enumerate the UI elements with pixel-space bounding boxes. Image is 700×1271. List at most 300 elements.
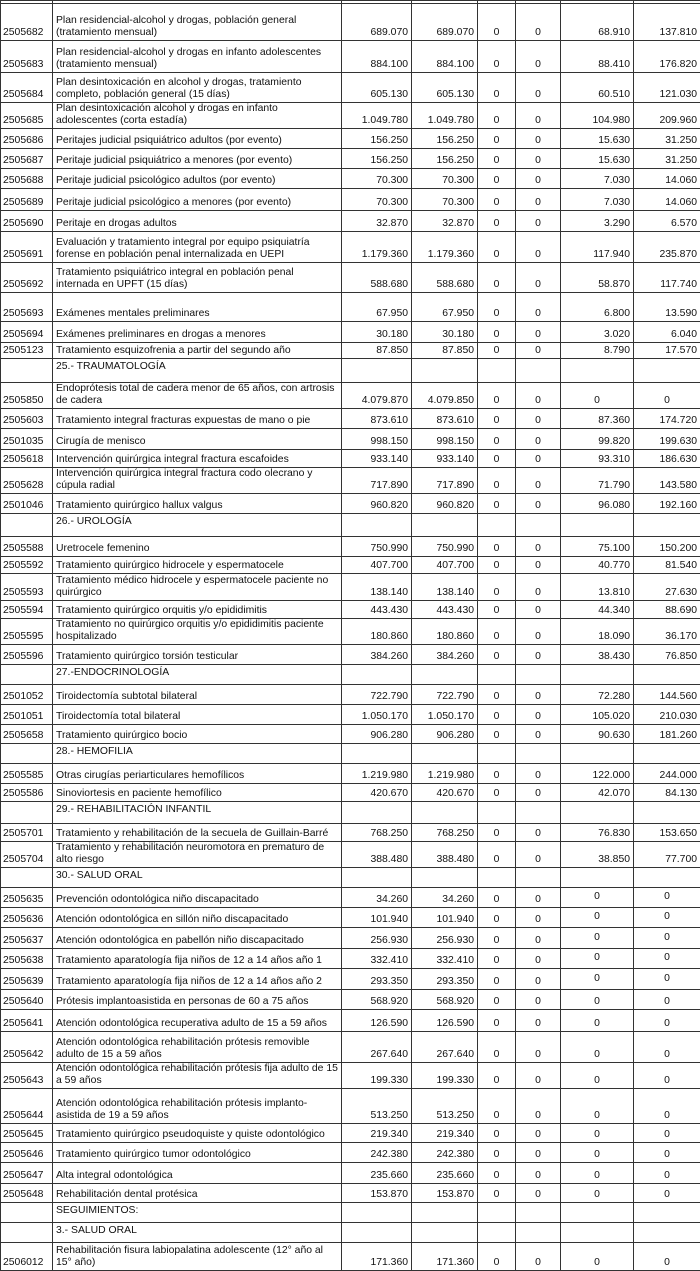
value-cell-6 [634, 1203, 700, 1223]
code-cell: 2505596 [1, 645, 53, 665]
value-cell-2: 101.940 [412, 908, 478, 928]
code-cell: 2505683 [1, 41, 53, 73]
value-cell-3: 0 [478, 537, 516, 557]
value-cell-6: 0 [634, 888, 700, 908]
value-cell-6: 210.030 [634, 705, 700, 725]
value-cell-3 [478, 514, 516, 537]
description-cell: Evaluación y tratamiento integral por equipo psiquiatría forense en población penal internalizada en UEPI [53, 232, 342, 263]
value-cell-6: 77.700 [634, 842, 700, 868]
value-cell-1: 126.590 [342, 1010, 412, 1032]
value-cell-3: 0 [478, 601, 516, 619]
code-cell: 2505588 [1, 537, 53, 557]
value-cell-5: 0 [561, 1143, 634, 1163]
table-row [1, 1089, 700, 1124]
value-cell-6: 199.630 [634, 429, 700, 450]
code-cell: 2505692 [1, 263, 53, 293]
value-cell-2: 513.250 [412, 1089, 478, 1124]
value-cell-1: 1.179.360 [342, 232, 412, 263]
table-row [1, 928, 700, 949]
value-cell-6: 88.690 [634, 601, 700, 619]
code-cell: 2505638 [1, 949, 53, 969]
table-row [1, 232, 700, 263]
value-cell-6: 14.060 [634, 169, 700, 189]
value-cell-2: 722.790 [412, 685, 478, 705]
description-cell: Tratamiento quirúrgico tumor odontológico [53, 1143, 342, 1163]
table-row [1, 990, 700, 1010]
value-cell-6: 174.720 [634, 409, 700, 429]
value-cell-1: 873.610 [342, 409, 412, 429]
table-row [1, 705, 700, 725]
value-cell-5: 40.770 [561, 557, 634, 574]
value-cell-6: 143.580 [634, 468, 700, 494]
value-cell-6: 121.030 [634, 73, 700, 103]
section-title: 25.- TRAUMATOLOGÍA [53, 359, 342, 383]
value-cell-1: 388.480 [342, 842, 412, 868]
value-cell-5: 117.940 [561, 232, 634, 263]
value-cell-4: 0 [516, 1243, 561, 1271]
table-row [1, 41, 700, 73]
value-cell-5: 38.430 [561, 645, 634, 665]
value-cell-6 [634, 868, 700, 888]
value-cell-2: 568.920 [412, 990, 478, 1010]
value-cell-3: 0 [478, 908, 516, 928]
description-cell: Tratamiento quirúrgico bocio [53, 725, 342, 744]
value-cell-3: 0 [478, 189, 516, 211]
value-cell-4: 0 [516, 189, 561, 211]
value-cell-2 [412, 359, 478, 383]
value-cell-1: 70.300 [342, 169, 412, 189]
value-cell-2: 70.300 [412, 169, 478, 189]
value-cell-5: 87.360 [561, 409, 634, 429]
value-cell-6: 186.630 [634, 450, 700, 468]
value-cell-2: 70.300 [412, 189, 478, 211]
value-cell-2: 420.670 [412, 784, 478, 802]
value-cell-2: 332.410 [412, 949, 478, 969]
value-cell-2: 443.430 [412, 601, 478, 619]
code-cell: 2506012 [1, 1243, 53, 1271]
value-cell-3: 0 [478, 211, 516, 232]
value-cell-4: 0 [516, 824, 561, 842]
value-cell-3: 0 [478, 1184, 516, 1203]
description-cell: Atención odontológica recuperativa adulto de 15 a 59 años [53, 1010, 342, 1032]
value-cell-4: 0 [516, 293, 561, 322]
description-cell: Tiroidectomía subtotal bilateral [53, 685, 342, 705]
value-cell-6 [634, 665, 700, 685]
value-cell-4: 0 [516, 619, 561, 645]
value-cell-1: 722.790 [342, 685, 412, 705]
value-cell-6 [634, 1223, 700, 1243]
value-cell-3 [478, 744, 516, 764]
description-cell: Uretrocele femenino [53, 537, 342, 557]
value-cell-4: 0 [516, 1143, 561, 1163]
code-cell: 2505628 [1, 468, 53, 494]
value-cell-2: 34.260 [412, 888, 478, 908]
value-cell-3: 0 [478, 784, 516, 802]
description-cell: Atención odontológica en pabellón niño discapacitado [53, 928, 342, 949]
value-cell-1: 768.250 [342, 824, 412, 842]
table-row [1, 1243, 700, 1271]
value-cell-1: 1.049.780 [342, 103, 412, 129]
table-row [1, 4, 700, 41]
value-cell-3: 0 [478, 103, 516, 129]
description-cell: Intervención quirúrgica integral fractura escafoides [53, 450, 342, 468]
description-cell: Atención odontológica en sillón niño discapacitado [53, 908, 342, 928]
value-cell-2: 67.950 [412, 293, 478, 322]
value-cell-2: 126.590 [412, 1010, 478, 1032]
value-cell-1: 235.660 [342, 1163, 412, 1184]
section-header-row [1, 868, 700, 888]
table-row [1, 969, 700, 990]
description-cell: Peritaje judicial psiquiátrico a menores (por evento) [53, 149, 342, 169]
value-cell-4 [516, 665, 561, 685]
code-cell: 2505686 [1, 129, 53, 149]
value-cell-4 [516, 359, 561, 383]
table-row [1, 73, 700, 103]
section-header-row [1, 359, 700, 383]
code-cell [1, 1223, 53, 1243]
value-cell-6: 244.000 [634, 764, 700, 784]
value-cell-2: 605.130 [412, 73, 478, 103]
value-cell-6: 0 [634, 1063, 700, 1089]
value-cell-5 [561, 1203, 634, 1223]
value-cell-5: 71.790 [561, 468, 634, 494]
value-cell-4: 0 [516, 1184, 561, 1203]
description-cell: Plan residencial-alcohol y drogas en infanto adolescentes (tratamiento mensual) [53, 41, 342, 73]
code-cell: 2505637 [1, 928, 53, 949]
value-cell-4: 0 [516, 574, 561, 601]
description-cell: Cirugía de menisco [53, 429, 342, 450]
value-cell-3: 0 [478, 1243, 516, 1271]
code-cell: 2505658 [1, 725, 53, 744]
value-cell-1: 30.180 [342, 322, 412, 343]
description-cell: Tratamiento aparatología fija niños de 12 a 14 años año 2 [53, 969, 342, 990]
table-row [1, 103, 700, 129]
value-cell-2: 267.640 [412, 1032, 478, 1063]
description-cell: Rehabilitación fisura labiopalatina adolescente (12° año al 15° año) [53, 1243, 342, 1271]
value-cell-5: 18.090 [561, 619, 634, 645]
value-cell-3: 0 [478, 41, 516, 73]
table-row [1, 129, 700, 149]
value-cell-5: 7.030 [561, 189, 634, 211]
code-cell [1, 1203, 53, 1223]
value-cell-4: 0 [516, 784, 561, 802]
value-cell-3: 0 [478, 149, 516, 169]
value-cell-2: 960.820 [412, 494, 478, 514]
value-cell-4: 0 [516, 990, 561, 1010]
description-cell: Exámenes mentales preliminares [53, 293, 342, 322]
value-cell-5: 105.020 [561, 705, 634, 725]
table-row [1, 343, 700, 359]
value-cell-3 [478, 665, 516, 685]
value-cell-5: 0 [561, 1089, 634, 1124]
table-row [1, 725, 700, 744]
value-cell-5: 0 [561, 1184, 634, 1203]
description-cell: Tratamiento y rehabilitación de la secuela de Guillain-Barré [53, 824, 342, 842]
section-title: 3.- SALUD ORAL [53, 1223, 342, 1243]
table-row [1, 450, 700, 468]
value-cell-6: 0 [634, 1163, 700, 1184]
value-cell-3: 0 [478, 494, 516, 514]
value-cell-5: 8.790 [561, 343, 634, 359]
value-cell-6: 192.160 [634, 494, 700, 514]
section-title: 26.- UROLOGÍA [53, 514, 342, 537]
value-cell-4 [516, 1203, 561, 1223]
value-cell-3: 0 [478, 263, 516, 293]
table-row [1, 1184, 700, 1203]
value-cell-1 [342, 359, 412, 383]
value-cell-1: 87.850 [342, 343, 412, 359]
code-cell: 2505648 [1, 1184, 53, 1203]
value-cell-5 [561, 514, 634, 537]
value-cell-2 [412, 1203, 478, 1223]
description-cell: Tratamiento médico hidrocele y espermatocele paciente no quirúrgico [53, 574, 342, 601]
value-cell-3: 0 [478, 4, 516, 41]
value-cell-2: 32.870 [412, 211, 478, 232]
value-cell-5: 0 [561, 1032, 634, 1063]
value-cell-6: 0 [634, 1032, 700, 1063]
value-cell-3: 0 [478, 557, 516, 574]
code-cell: 2505636 [1, 908, 53, 928]
value-cell-5: 3.020 [561, 322, 634, 343]
value-cell-5: 72.280 [561, 685, 634, 705]
value-cell-6: 36.170 [634, 619, 700, 645]
value-cell-3: 0 [478, 1063, 516, 1089]
value-cell-1: 242.380 [342, 1143, 412, 1163]
value-cell-2: 138.140 [412, 574, 478, 601]
value-cell-2: 199.330 [412, 1063, 478, 1089]
code-cell: 2505640 [1, 990, 53, 1010]
value-cell-5 [561, 868, 634, 888]
value-cell-4: 0 [516, 645, 561, 665]
value-cell-6: 176.820 [634, 41, 700, 73]
code-cell [1, 359, 53, 383]
section-header-row [1, 1223, 700, 1243]
description-cell: Prevención odontológica niño discapacitado [53, 888, 342, 908]
code-cell [1, 665, 53, 685]
value-cell-4: 0 [516, 211, 561, 232]
value-cell-4: 0 [516, 1032, 561, 1063]
description-cell: Tratamiento quirúrgico hallux valgus [53, 494, 342, 514]
value-cell-4: 0 [516, 949, 561, 969]
value-cell-3: 0 [478, 322, 516, 343]
value-cell-2: 717.890 [412, 468, 478, 494]
value-cell-6 [634, 359, 700, 383]
value-cell-6: 144.560 [634, 685, 700, 705]
table-row [1, 1063, 700, 1089]
table-row [1, 409, 700, 429]
code-cell: 2505691 [1, 232, 53, 263]
value-cell-1: 267.640 [342, 1032, 412, 1063]
value-cell-1: 293.350 [342, 969, 412, 990]
value-cell-4: 0 [516, 409, 561, 429]
value-cell-6: 181.260 [634, 725, 700, 744]
description-cell: Peritajes judicial psiquiátrico adultos (por evento) [53, 129, 342, 149]
value-cell-3: 0 [478, 645, 516, 665]
value-cell-1: 407.700 [342, 557, 412, 574]
value-cell-5: 0 [561, 908, 634, 928]
value-cell-3: 0 [478, 619, 516, 645]
value-cell-3: 0 [478, 429, 516, 450]
code-cell: 2505639 [1, 969, 53, 990]
value-cell-2: 884.100 [412, 41, 478, 73]
value-cell-6: 76.850 [634, 645, 700, 665]
code-cell: 2505693 [1, 293, 53, 322]
value-cell-6: 27.630 [634, 574, 700, 601]
table-row [1, 784, 700, 802]
value-cell-4: 0 [516, 1010, 561, 1032]
value-cell-2: 153.870 [412, 1184, 478, 1203]
value-cell-1: 717.890 [342, 468, 412, 494]
description-cell: Atención odontológica rehabilitación prótesis removible adulto de 15 a 59 años [53, 1032, 342, 1063]
description-cell: Sinoviortesis en paciente hemofílico [53, 784, 342, 802]
table-row [1, 1124, 700, 1143]
value-cell-4: 0 [516, 537, 561, 557]
value-cell-4: 0 [516, 232, 561, 263]
value-cell-5: 0 [561, 1163, 634, 1184]
value-cell-3: 0 [478, 293, 516, 322]
table-row [1, 949, 700, 969]
value-cell-6: 0 [634, 990, 700, 1010]
value-cell-1: 443.430 [342, 601, 412, 619]
table-row [1, 429, 700, 450]
description-cell: Tiroidectomía total bilateral [53, 705, 342, 725]
value-cell-3: 0 [478, 468, 516, 494]
section-title: 28.- HEMOFILIA [53, 744, 342, 764]
code-cell [1, 744, 53, 764]
value-cell-3: 0 [478, 1089, 516, 1124]
description-cell: Atención odontológica rehabilitación prótesis fija adulto de 15 a 59 años [53, 1063, 342, 1089]
section-header-row [1, 802, 700, 824]
value-cell-5: 96.080 [561, 494, 634, 514]
value-cell-4: 0 [516, 103, 561, 129]
value-cell-5: 0 [561, 1063, 634, 1089]
value-cell-1 [342, 514, 412, 537]
code-cell: 2501051 [1, 705, 53, 725]
code-cell: 2505642 [1, 1032, 53, 1063]
value-cell-2: 293.350 [412, 969, 478, 990]
value-cell-3: 0 [478, 1032, 516, 1063]
table-row [1, 601, 700, 619]
description-cell: Peritaje en drogas adultos [53, 211, 342, 232]
value-cell-1: 605.130 [342, 73, 412, 103]
description-cell: Tratamiento aparatología fija niños de 12 a 14 años año 1 [53, 949, 342, 969]
value-cell-6: 0 [634, 1143, 700, 1163]
code-cell: 2505689 [1, 189, 53, 211]
value-cell-3: 0 [478, 725, 516, 744]
value-cell-5: 76.830 [561, 824, 634, 842]
description-cell: Tratamiento no quirúrgico orquitis y/o epididimitis paciente hospitalizado [53, 619, 342, 645]
value-cell-2 [412, 868, 478, 888]
value-cell-5: 58.870 [561, 263, 634, 293]
value-cell-3: 0 [478, 1143, 516, 1163]
value-cell-5: 0 [561, 969, 634, 990]
value-cell-1: 256.930 [342, 928, 412, 949]
value-cell-1: 384.260 [342, 645, 412, 665]
value-cell-3: 0 [478, 343, 516, 359]
value-cell-1: 568.920 [342, 990, 412, 1010]
value-cell-5: 7.030 [561, 169, 634, 189]
value-cell-2: 998.150 [412, 429, 478, 450]
code-cell: 2505635 [1, 888, 53, 908]
value-cell-6: 0 [634, 908, 700, 928]
value-cell-1: 332.410 [342, 949, 412, 969]
value-cell-5: 0 [561, 383, 634, 409]
description-cell: Tratamiento y rehabilitación neuromotora en prematuro de alto riesgo [53, 842, 342, 868]
table-row [1, 764, 700, 784]
value-cell-6: 6.570 [634, 211, 700, 232]
value-cell-2: 933.140 [412, 450, 478, 468]
value-cell-5: 99.820 [561, 429, 634, 450]
value-cell-2 [412, 744, 478, 764]
code-cell: 2505644 [1, 1089, 53, 1124]
value-cell-3 [478, 359, 516, 383]
value-cell-6 [634, 802, 700, 824]
description-cell: Tratamiento psiquiátrico integral en población penal internada en UPFT (15 días) [53, 263, 342, 293]
value-cell-6: 14.060 [634, 189, 700, 211]
description-cell: Alta integral odontológica [53, 1163, 342, 1184]
value-cell-4: 0 [516, 764, 561, 784]
value-cell-6: 31.250 [634, 149, 700, 169]
value-cell-3: 0 [478, 574, 516, 601]
code-cell: 2505618 [1, 450, 53, 468]
description-cell: Tratamiento quirúrgico pseudoquiste y quiste odontológico [53, 1124, 342, 1143]
value-cell-5 [561, 359, 634, 383]
value-cell-1: 34.260 [342, 888, 412, 908]
value-cell-6: 0 [634, 1124, 700, 1143]
value-cell-1 [342, 744, 412, 764]
code-cell: 2505687 [1, 149, 53, 169]
value-cell-4: 0 [516, 343, 561, 359]
value-cell-6: 209.960 [634, 103, 700, 129]
value-cell-1: 219.340 [342, 1124, 412, 1143]
code-cell: 2501046 [1, 494, 53, 514]
code-cell [1, 802, 53, 824]
code-cell: 2505595 [1, 619, 53, 645]
section-title: 29.- REHABILITACIÓN INFANTIL [53, 802, 342, 824]
value-cell-1: 689.070 [342, 4, 412, 41]
value-cell-6: 0 [634, 1089, 700, 1124]
value-cell-1: 588.680 [342, 263, 412, 293]
value-cell-3: 0 [478, 990, 516, 1010]
value-cell-5: 0 [561, 1010, 634, 1032]
value-cell-3: 0 [478, 232, 516, 263]
value-cell-4: 0 [516, 149, 561, 169]
table-row [1, 189, 700, 211]
value-cell-4: 0 [516, 928, 561, 949]
value-cell-1: 998.150 [342, 429, 412, 450]
value-cell-1: 933.140 [342, 450, 412, 468]
code-cell: 2505701 [1, 824, 53, 842]
value-cell-4: 0 [516, 888, 561, 908]
table-row [1, 211, 700, 232]
value-cell-2: 256.930 [412, 928, 478, 949]
table-row [1, 537, 700, 557]
value-cell-5: 93.310 [561, 450, 634, 468]
value-cell-4: 0 [516, 705, 561, 725]
value-cell-1: 180.860 [342, 619, 412, 645]
value-cell-5: 0 [561, 1243, 634, 1271]
value-cell-1: 171.360 [342, 1243, 412, 1271]
value-cell-1: 32.870 [342, 211, 412, 232]
description-cell: Intervención quirúrgica integral fractura codo olecrano y cúpula radial [53, 468, 342, 494]
value-cell-4: 0 [516, 383, 561, 409]
value-cell-6: 81.540 [634, 557, 700, 574]
value-cell-5: 44.340 [561, 601, 634, 619]
value-cell-2: 4.079.850 [412, 383, 478, 409]
description-cell: Prótesis implantoasistida en personas de 60 a 75 años [53, 990, 342, 1010]
value-cell-2: 1.219.980 [412, 764, 478, 784]
value-cell-5: 88.410 [561, 41, 634, 73]
